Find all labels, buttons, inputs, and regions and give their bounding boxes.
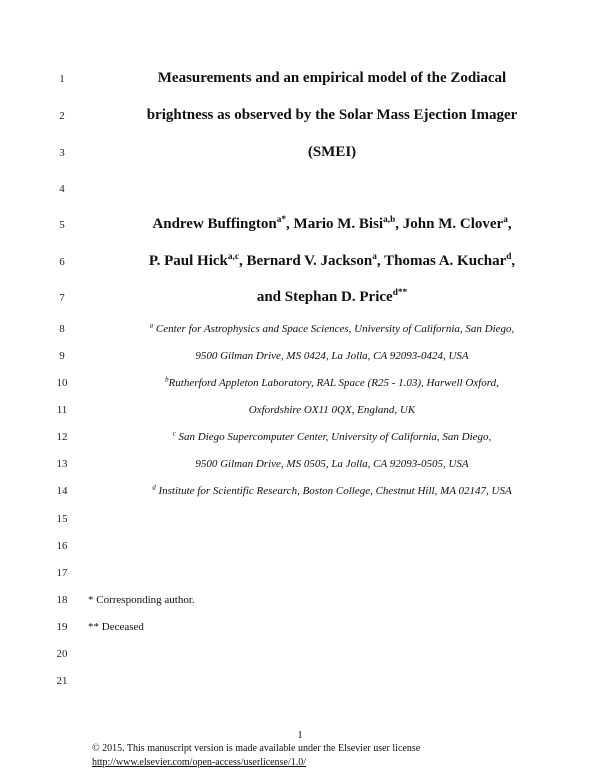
- paper-title-line-2: brightness as observed by the Solar Mass Ejection Imager: [146, 107, 518, 123]
- affiliation-a-line-2: 9500 Gilman Drive, MS 0424, La Jolla, CA 92093-0424, USA: [195, 350, 469, 362]
- corresponding-author-note: * Corresponding author.: [88, 594, 195, 606]
- author-separator: ,: [511, 253, 516, 269]
- line-number: 21: [56, 675, 68, 687]
- affiliation-c-line-1: [82, 431, 582, 443]
- author-name: , Bernard V. Jackson: [239, 253, 373, 269]
- license-url-link[interactable]: http://www.elsevier.com/open-access/userlicense/1.0/: [92, 757, 307, 768]
- affiliation-b-line-2: Oxfordshire OX11 0QX, England, UK: [248, 404, 416, 416]
- line-number: 4: [59, 183, 65, 195]
- line-number: 3: [59, 147, 65, 159]
- author-name: , Mario M. Bisi: [286, 216, 384, 232]
- line-number: 7: [59, 292, 65, 304]
- author-affiliation-mark: a*: [276, 215, 287, 225]
- author-affiliation-mark: a: [372, 252, 377, 262]
- license-url-container: [92, 757, 306, 768]
- license-statement: © 2015. This manuscript version is made available under the Elsevier user license: [92, 743, 421, 754]
- line-number: 10: [56, 377, 68, 389]
- line-number: 16: [56, 540, 68, 552]
- affiliation-b-line-1: [82, 377, 582, 389]
- author-name: Andrew Buffington: [152, 216, 277, 232]
- line-number: 14: [56, 485, 68, 497]
- affiliation-text: Rutherford Appleton Laboratory, RAL Space (R25 - 1.03), Harwell Oxford,: [168, 377, 499, 389]
- author-name: P. Paul Hick: [148, 253, 228, 269]
- author-affiliation-mark: a: [503, 215, 508, 225]
- line-number: 18: [56, 594, 68, 606]
- author-affiliation-mark: d**: [392, 288, 408, 298]
- author-affiliation-mark: a,b: [383, 215, 396, 225]
- affiliation-c-line-2: 9500 Gilman Drive, MS 0505, La Jolla, CA 92093-0505, USA: [195, 458, 469, 470]
- author-name: and Stephan D. Price: [256, 289, 393, 305]
- line-number: 20: [56, 648, 68, 660]
- paper-title-line-3: (SMEI): [307, 144, 357, 160]
- affiliation-mark: a: [149, 322, 154, 330]
- affiliation-text: San Diego Supercomputer Center, University of California, San Diego,: [175, 431, 492, 443]
- line-number: 11: [56, 404, 68, 416]
- line-number: 1: [59, 73, 65, 85]
- line-number: 15: [56, 513, 68, 525]
- deceased-note: ** Deceased: [88, 621, 144, 633]
- author-name: , John M. Clover: [395, 216, 504, 232]
- affiliation-d-line-1: [82, 485, 582, 497]
- line-number: 2: [59, 110, 65, 122]
- affiliation-text: Institute for Scientific Research, Boston College, Chestnut Hill, MA 02147, USA: [155, 485, 512, 497]
- affiliation-mark: b: [165, 376, 169, 384]
- line-number: 19: [56, 621, 68, 633]
- affiliation-text: Center for Astrophysics and Space Sciences, University of California, San Diego,: [153, 323, 515, 335]
- line-number: 9: [59, 350, 65, 362]
- author-line-3: [82, 289, 582, 306]
- line-number: 13: [56, 458, 68, 470]
- affiliation-a-line-1: [82, 323, 582, 335]
- page-number: 1: [297, 729, 303, 741]
- author-affiliation-mark: a,c: [227, 252, 239, 262]
- author-separator: ,: [507, 216, 512, 232]
- author-name: , Thomas A. Kuchar: [376, 253, 507, 269]
- line-number: 12: [56, 431, 68, 443]
- line-number: 6: [59, 256, 65, 268]
- author-affiliation-mark: d: [506, 252, 512, 262]
- affiliation-mark: d: [152, 484, 156, 492]
- author-line-1: [82, 216, 582, 233]
- author-line-2: [82, 253, 582, 270]
- paper-title-line-1: Measurements and an empirical model of the Zodiacal: [157, 70, 507, 86]
- line-number: 17: [56, 567, 68, 579]
- affiliation-mark: c: [172, 430, 176, 438]
- line-number: 5: [59, 219, 65, 231]
- line-number: 8: [59, 323, 65, 335]
